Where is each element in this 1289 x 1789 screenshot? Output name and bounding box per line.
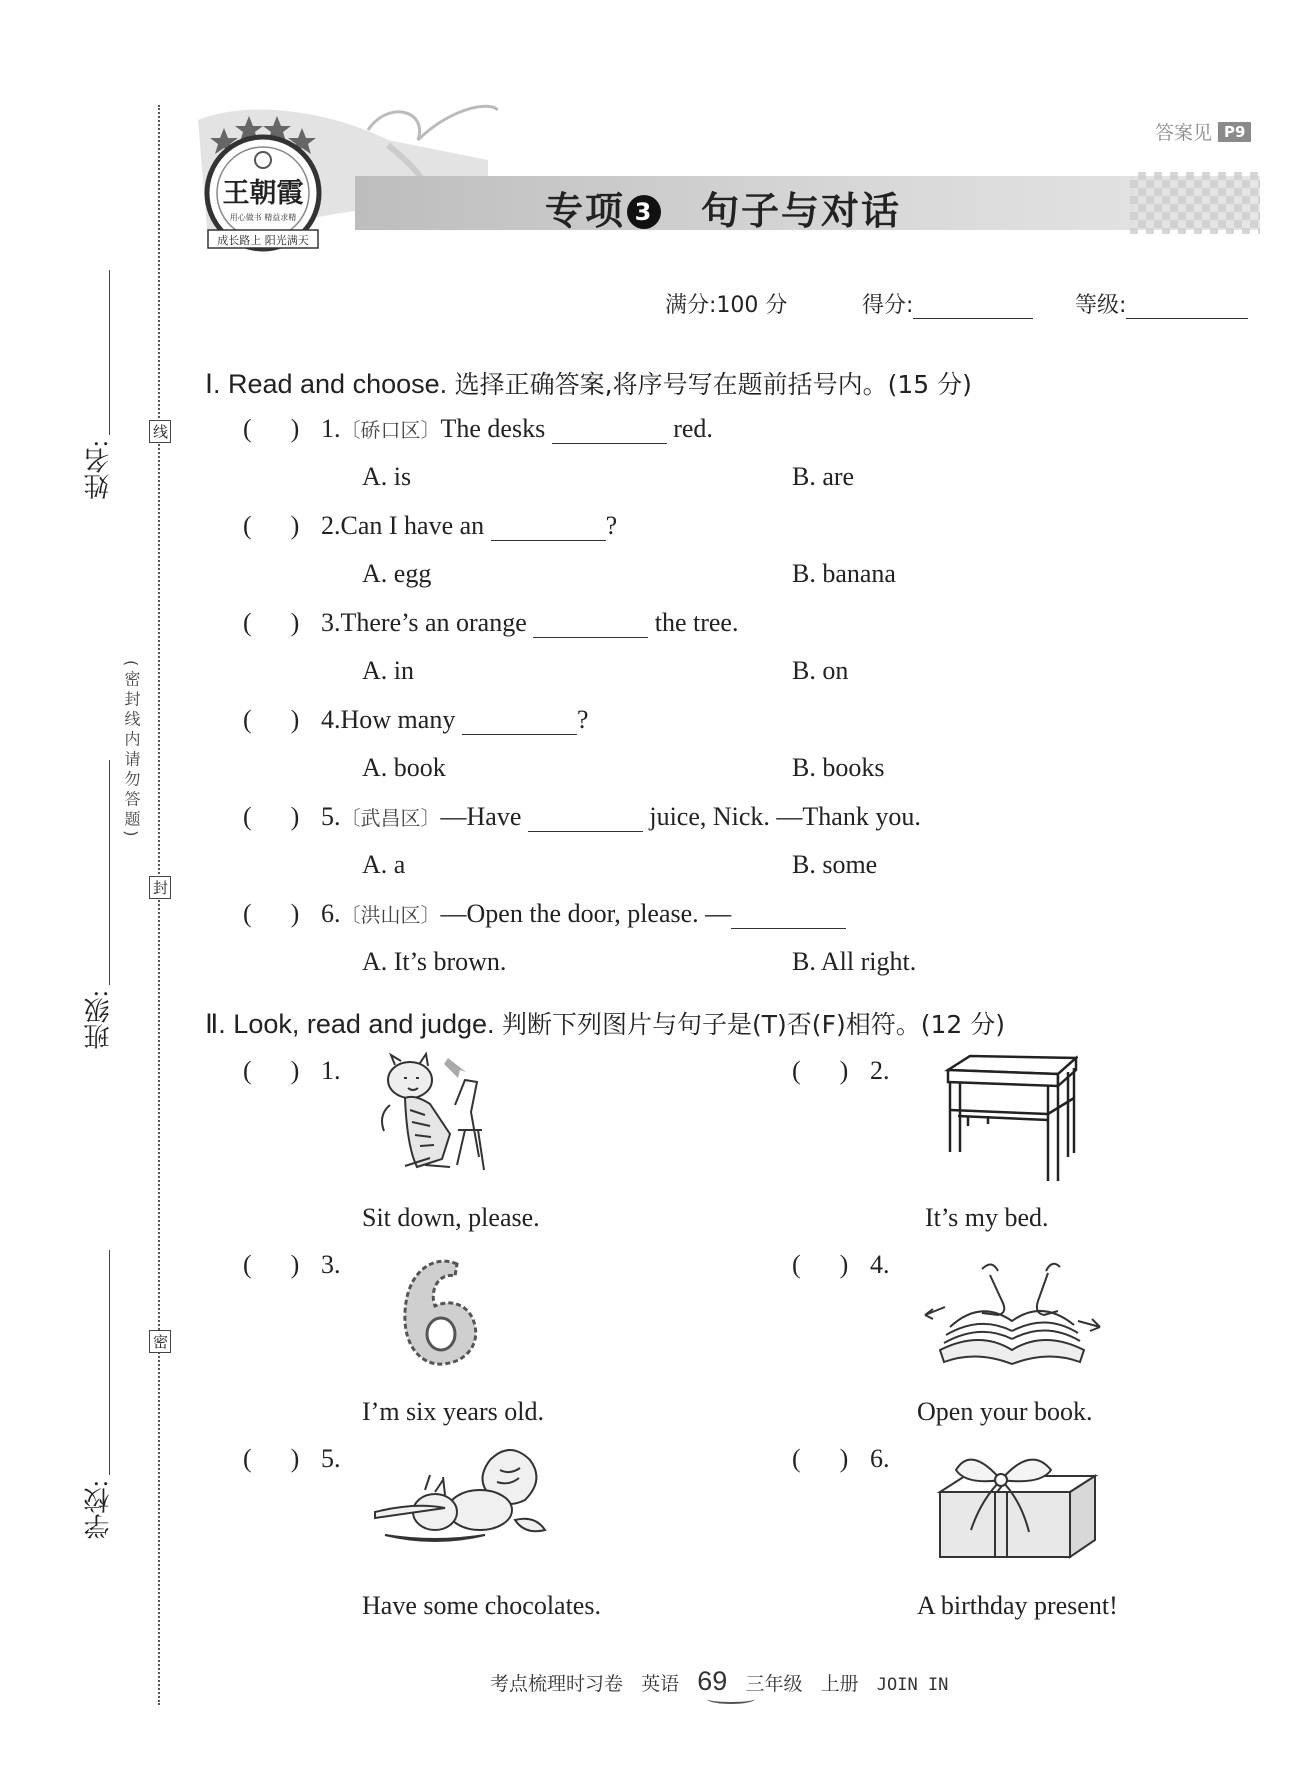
question-text-after: red. [673, 414, 713, 443]
score-field [862, 288, 1033, 319]
answer-paren[interactable]: ( ) [243, 414, 300, 443]
caption-3: I’m six years old. [362, 1397, 544, 1426]
answer-paren[interactable]: ( ) [243, 705, 300, 734]
score-label: 得分: [862, 293, 914, 318]
item-number: 3. [321, 1250, 341, 1279]
section1-heading-cn: 选择正确答案,将序号写在题前括号内。(15 分) [454, 370, 972, 399]
footer-edition: JOIN IN [876, 1675, 949, 1695]
judge-item-2 [792, 1056, 890, 1086]
question-5 [243, 802, 921, 832]
page-number: 69 [697, 1666, 728, 1696]
checker-decoration [1130, 172, 1260, 234]
judge-item-5 [243, 1444, 341, 1474]
answer-paren[interactable]: ( ) [243, 802, 300, 831]
score-blank[interactable] [913, 294, 1033, 319]
section1-heading [205, 365, 972, 401]
answer-paren[interactable]: ( ) [243, 608, 300, 637]
title-number-badge: 3 [627, 195, 661, 229]
answer-paren[interactable]: ( ) [792, 1444, 849, 1473]
question-6 [243, 899, 846, 929]
option-a: A. in [362, 656, 414, 685]
question-text: —Open the door, please. — [440, 899, 732, 928]
option-b: B. on [792, 656, 849, 685]
question-2 [243, 511, 617, 541]
answer-paren[interactable]: ( ) [792, 1056, 849, 1085]
district-tag: 〔硚口区〕 [340, 418, 441, 442]
school-label: 学校: [84, 1480, 113, 1540]
option-b: B. All right. [792, 947, 917, 976]
question-number: 6. [321, 899, 341, 928]
fill-blank[interactable] [533, 613, 648, 638]
page-title [545, 180, 901, 235]
question-text: The desks [440, 414, 546, 443]
judge-item-6 [792, 1444, 890, 1474]
option-a: A. is [362, 462, 412, 491]
caption-5: Have some chocolates. [362, 1591, 601, 1620]
caption-1: Sit down, please. [362, 1203, 540, 1232]
option-b: B. banana [792, 559, 896, 588]
question-number: 5. [321, 802, 341, 831]
question-number: 2. [321, 511, 341, 540]
section2-heading-en: . Look, read and judge. [218, 1009, 495, 1039]
section2-heading [205, 1005, 1005, 1041]
cut-mark-line: 线 [149, 420, 171, 443]
option-a: A. book [362, 753, 446, 782]
judge-item-1 [243, 1056, 341, 1086]
section2-heading-cn: 判断下列图片与句子是(T)否(F)相符。(12 分) [502, 1010, 1005, 1039]
logo-name: 王朝霞 [222, 178, 304, 209]
caption-4: Open your book. [917, 1397, 1093, 1426]
footer-book: 考点梳理时习卷 [490, 1673, 624, 1695]
full-score: 满分:100 分 [665, 293, 788, 318]
fill-blank[interactable] [528, 807, 643, 832]
vegetables-picture [365, 1440, 555, 1570]
question-1 [243, 414, 713, 444]
option-a: A. a [362, 850, 406, 879]
desk-picture [928, 1052, 1078, 1192]
option-b: B. are [792, 462, 855, 491]
question-text-after: the tree. [654, 608, 739, 637]
grade-label: 等级: [1075, 293, 1127, 318]
question-number: 1. [321, 414, 341, 443]
answer-ref-label: 答案见 [1155, 122, 1213, 144]
answer-reference [1155, 118, 1251, 145]
item-number: 4. [870, 1250, 890, 1279]
logo-motto: 用心做书 精益求精 [229, 213, 297, 222]
caption-2: It’s my bed. [925, 1203, 1049, 1232]
question-3 [243, 608, 738, 638]
section2-roman: Ⅱ [205, 1009, 219, 1039]
answer-paren[interactable]: ( ) [243, 1056, 300, 1085]
school-field[interactable] [109, 1250, 110, 1475]
question-text-after: ? [605, 511, 618, 540]
question-4 [243, 705, 588, 735]
fill-blank[interactable] [552, 419, 667, 444]
question-number: 3. [321, 608, 341, 637]
title-topic: 句子与对话 [701, 189, 902, 233]
question-text: How many [340, 705, 456, 734]
class-field[interactable] [109, 760, 110, 985]
section1-roman: Ⅰ [205, 369, 213, 399]
district-tag: 〔洪山区〕 [340, 903, 441, 927]
tiger-sitting-picture [370, 1050, 510, 1185]
footer-grade: 三年级 [745, 1673, 803, 1695]
question-text: Can I have an [340, 511, 485, 540]
footer-term: 上册 [820, 1673, 859, 1695]
option-a: A. egg [362, 559, 432, 588]
fill-blank[interactable] [491, 516, 606, 541]
answer-paren[interactable]: ( ) [243, 1444, 300, 1473]
page-number-swoosh [707, 1694, 755, 1704]
option-a: A. It’s brown. [362, 947, 507, 976]
question-text: —Have [440, 802, 522, 831]
item-number: 2. [870, 1056, 890, 1085]
open-book-picture [920, 1255, 1105, 1380]
logo-slogan: 成长路上 阳光满天 [217, 234, 309, 247]
district-tag: 〔武昌区〕 [340, 806, 441, 830]
question-number: 4. [321, 705, 341, 734]
answer-paren[interactable]: ( ) [243, 899, 300, 928]
page-footer [490, 1666, 948, 1697]
no-answer-note: (密封线内请勿答题) [122, 660, 141, 841]
gift-box-picture [935, 1452, 1100, 1567]
grade-field [1075, 288, 1248, 319]
item-number: 1. [321, 1056, 341, 1085]
fill-blank[interactable] [731, 904, 846, 929]
section1-heading-en: . Read and choose. [212, 369, 448, 399]
option-b: B. books [792, 753, 885, 782]
answer-paren[interactable]: ( ) [243, 511, 300, 540]
name-label: 姓名: [84, 440, 113, 500]
caption-6: A birthday present! [917, 1591, 1118, 1620]
fill-blank[interactable] [462, 710, 577, 735]
item-number: 5. [321, 1444, 341, 1473]
answer-paren[interactable]: ( ) [243, 1250, 300, 1279]
question-text-after: ? [576, 705, 589, 734]
judge-item-3 [243, 1250, 341, 1280]
number-six-picture [395, 1250, 485, 1375]
class-label: 班级: [84, 990, 113, 1050]
cut-mark-secret: 密 [149, 1330, 171, 1353]
judge-item-4 [792, 1250, 890, 1280]
answer-paren[interactable]: ( ) [792, 1250, 849, 1279]
name-field[interactable] [109, 270, 110, 435]
publisher-logo [198, 108, 328, 258]
item-number: 6. [870, 1444, 890, 1473]
binding-dotted-line [158, 105, 160, 1705]
option-b: B. some [792, 850, 878, 879]
title-prefix: 专项 [545, 189, 626, 233]
grade-blank[interactable] [1126, 294, 1248, 319]
question-text-after: juice, Nick. —Thank you. [649, 802, 921, 831]
answer-ref-page: P9 [1218, 122, 1251, 142]
footer-subject: 英语 [641, 1673, 680, 1695]
question-text: There’s an orange [340, 608, 527, 637]
cut-mark-seal: 封 [149, 876, 171, 899]
